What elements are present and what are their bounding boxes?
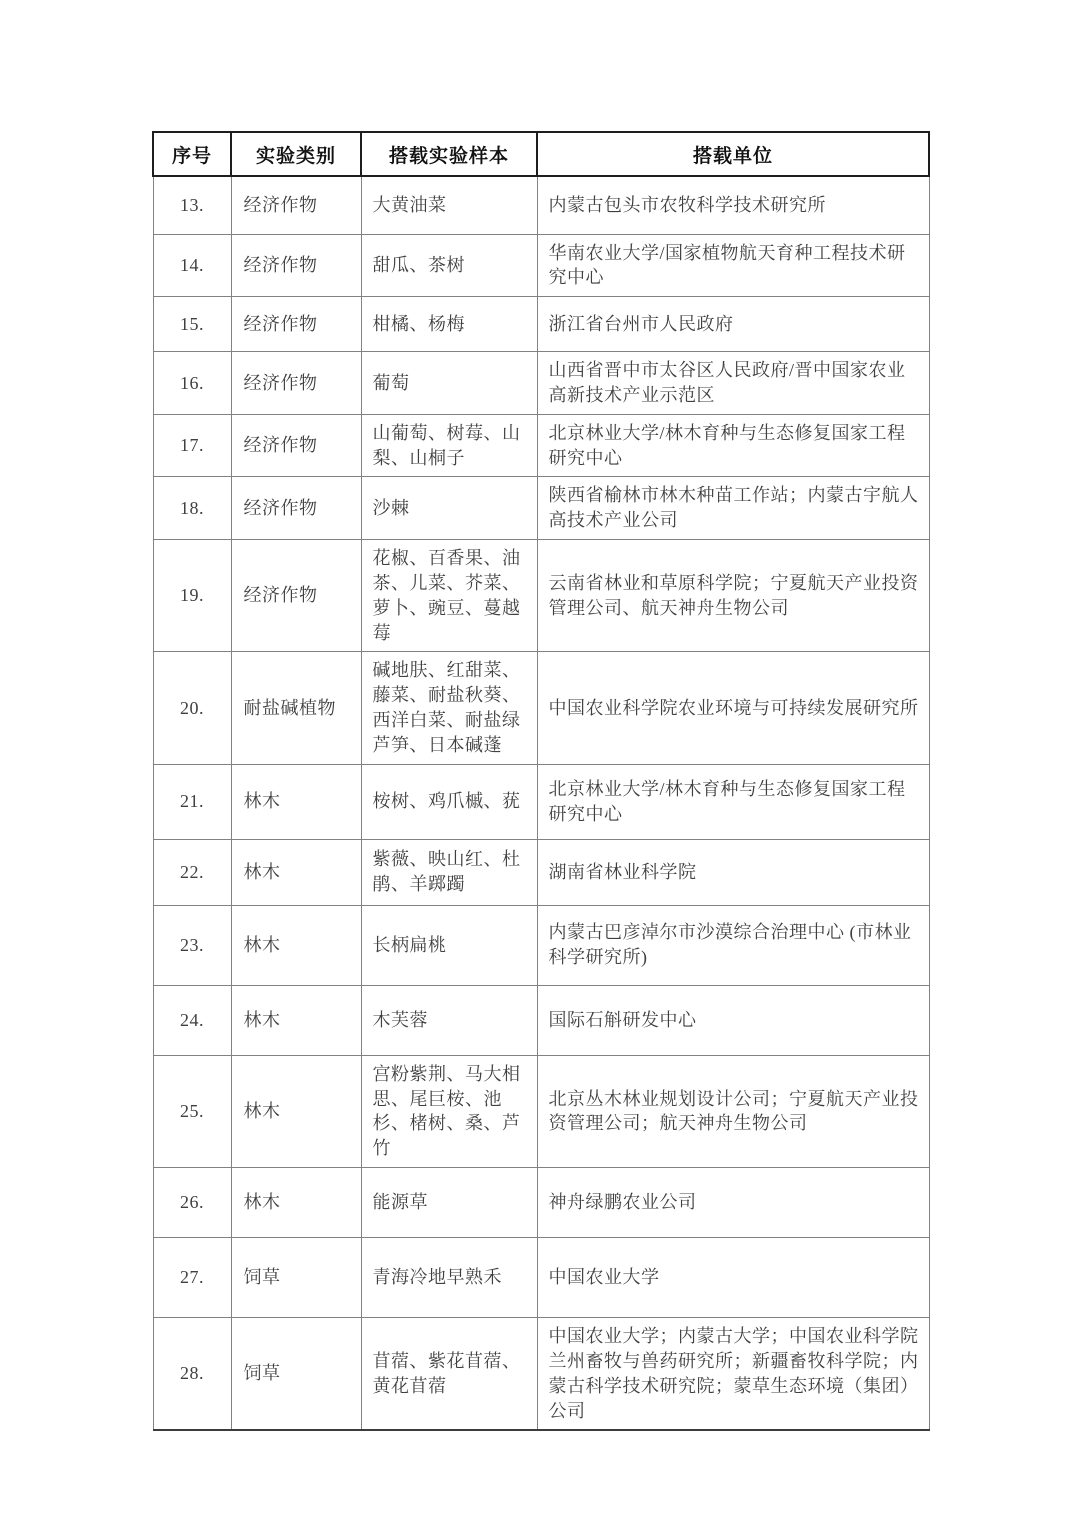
cell-unit: 中国农业大学 (537, 1238, 929, 1318)
cell-category: 耐盐碱植物 (231, 652, 361, 764)
cell-unit: 神舟绿鹏农业公司 (537, 1168, 929, 1238)
cell-num: 27. (153, 1238, 231, 1318)
table-row (153, 176, 929, 234)
table-row (153, 985, 929, 1055)
cell-samples: 沙棘 (361, 477, 537, 540)
table-row (153, 1318, 929, 1431)
cell-num: 23. (153, 905, 231, 985)
cell-unit: 北京丛木林业规划设计公司；宁夏航天产业投资管理公司；航天神舟生物公司 (537, 1055, 929, 1167)
cell-samples: 山葡萄、树莓、山梨、山桐子 (361, 414, 537, 477)
cell-num: 14. (153, 234, 231, 297)
cell-samples: 宫粉紫荆、马大相思、尾巨桉、池杉、楮树、桑、芦竹 (361, 1055, 537, 1167)
cell-samples: 葡萄 (361, 352, 537, 415)
table-row (153, 1168, 929, 1238)
cell-num: 13. (153, 176, 231, 234)
cell-samples: 柑橘、杨梅 (361, 297, 537, 352)
cell-samples: 桉树、鸡爪槭、莸 (361, 764, 537, 839)
cell-samples: 青海冷地早熟禾 (361, 1238, 537, 1318)
cell-category: 经济作物 (231, 352, 361, 415)
cell-category: 饲草 (231, 1238, 361, 1318)
cell-unit: 华南农业大学/国家植物航天育种工程技术研究中心 (537, 234, 929, 297)
cell-unit: 浙江省台州市人民政府 (537, 297, 929, 352)
cell-samples: 甜瓜、茶树 (361, 234, 537, 297)
cell-unit: 内蒙古巴彦淖尔市沙漠综合治理中心 (市林业科学研究所) (537, 905, 929, 985)
cell-category: 林木 (231, 985, 361, 1055)
cell-category: 经济作物 (231, 234, 361, 297)
cell-unit: 湖南省林业科学院 (537, 839, 929, 905)
cell-num: 28. (153, 1318, 231, 1431)
cell-num: 24. (153, 985, 231, 1055)
cell-category: 林木 (231, 1055, 361, 1167)
column-header-samples: 搭载实验样本 (361, 132, 537, 176)
table-row (153, 477, 929, 540)
cell-num: 19. (153, 540, 231, 652)
cell-unit: 山西省晋中市太谷区人民政府/晋中国家农业高新技术产业示范区 (537, 352, 929, 415)
cell-samples: 紫薇、映山红、杜鹃、羊踯躅 (361, 839, 537, 905)
cell-unit: 内蒙古包头市农牧科学技术研究所 (537, 176, 929, 234)
cell-category: 经济作物 (231, 297, 361, 352)
column-header-category: 实验类别 (231, 132, 361, 176)
cell-category: 经济作物 (231, 540, 361, 652)
column-header-unit: 搭载单位 (537, 132, 929, 176)
cell-unit: 中国农业科学院农业环境与可持续发展研究所 (537, 652, 929, 764)
cell-category: 林木 (231, 764, 361, 839)
column-header-num: 序号 (153, 132, 231, 176)
table-header-row (153, 132, 929, 176)
cell-category: 林木 (231, 905, 361, 985)
cell-samples: 长柄扁桃 (361, 905, 537, 985)
cell-unit: 北京林业大学/林木育种与生态修复国家工程研究中心 (537, 764, 929, 839)
table-row (153, 1238, 929, 1318)
cell-num: 17. (153, 414, 231, 477)
table-row (153, 414, 929, 477)
cell-category: 林木 (231, 1168, 361, 1238)
cell-category: 经济作物 (231, 176, 361, 234)
cell-num: 16. (153, 352, 231, 415)
table-row (153, 764, 929, 839)
cell-samples: 能源草 (361, 1168, 537, 1238)
table-row (153, 905, 929, 985)
table-body (153, 176, 929, 1430)
cell-num: 22. (153, 839, 231, 905)
cell-num: 15. (153, 297, 231, 352)
cell-unit: 北京林业大学/林木育种与生态修复国家工程研究中心 (537, 414, 929, 477)
table-row (153, 352, 929, 415)
table-row (153, 1055, 929, 1167)
table-row (153, 839, 929, 905)
cell-num: 20. (153, 652, 231, 764)
table-row (153, 652, 929, 764)
table-row (153, 234, 929, 297)
cell-category: 经济作物 (231, 414, 361, 477)
cell-samples: 碱地肤、红甜菜、藤菜、耐盐秋葵、西洋白菜、耐盐绿芦笋、日本碱蓬 (361, 652, 537, 764)
cell-samples: 大黄油菜 (361, 176, 537, 234)
cell-num: 18. (153, 477, 231, 540)
experiment-cargo-table (152, 131, 930, 1431)
cell-unit: 陕西省榆林市林木种苗工作站；内蒙古宇航人高技术产业公司 (537, 477, 929, 540)
cell-category: 林木 (231, 839, 361, 905)
cell-unit: 云南省林业和草原科学院；宁夏航天产业投资管理公司、航天神舟生物公司 (537, 540, 929, 652)
cell-num: 26. (153, 1168, 231, 1238)
cell-num: 25. (153, 1055, 231, 1167)
table-row (153, 297, 929, 352)
cell-samples: 苜蓿、紫花苜蓿、黄花苜蓿 (361, 1318, 537, 1431)
cell-samples: 木芙蓉 (361, 985, 537, 1055)
table-row (153, 540, 929, 652)
table-header (153, 132, 929, 176)
cell-unit: 国际石斛研发中心 (537, 985, 929, 1055)
cell-samples: 花椒、百香果、油茶、儿菜、芥菜、萝卜、豌豆、蔓越莓 (361, 540, 537, 652)
cell-category: 经济作物 (231, 477, 361, 540)
cell-num: 21. (153, 764, 231, 839)
cell-unit: 中国农业大学；内蒙古大学；中国农业科学院兰州畜牧与兽药研究所；新疆畜牧科学院；内蒙古科学技术研究院；蒙草生态环境（集团）公司 (537, 1318, 929, 1431)
cell-category: 饲草 (231, 1318, 361, 1431)
